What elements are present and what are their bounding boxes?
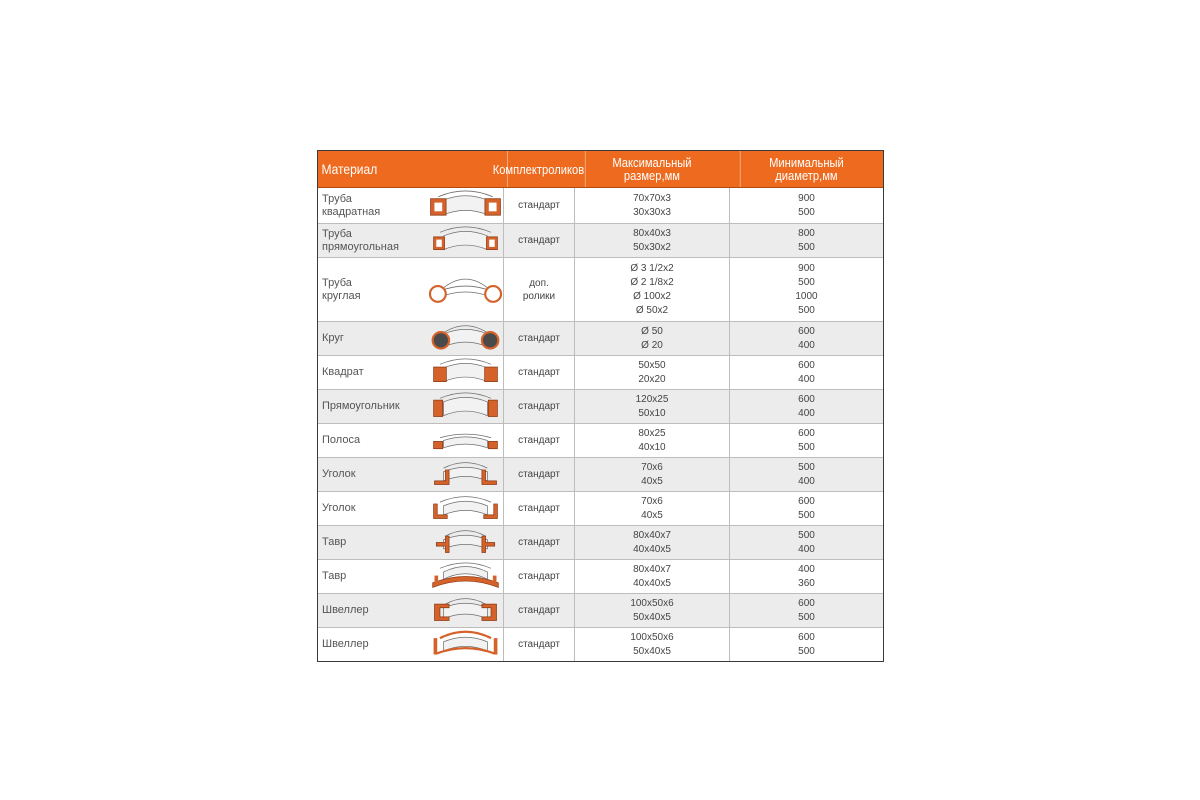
max-size <box>574 628 729 661</box>
profile-icon-cell <box>428 224 503 257</box>
material-name-line: Квадрат <box>322 366 364 378</box>
header-roller-set-line1: Комплект <box>492 161 542 177</box>
profile-icon-cell <box>428 258 503 321</box>
max-size-line: 40x40x5 <box>633 577 671 589</box>
min-diameter-line: 500 <box>798 441 815 453</box>
material-name <box>318 322 428 355</box>
max-size-line: 80x40x7 <box>633 529 671 541</box>
table-row <box>318 594 883 628</box>
min-diameter <box>729 526 883 559</box>
max-size-line: Ø 2 1/8x2 <box>630 276 674 288</box>
min-diameter-line: 500 <box>798 529 815 541</box>
roller-set <box>503 356 574 389</box>
roller-set <box>503 526 574 559</box>
angle-in-profile-icon <box>428 493 503 524</box>
profile-icon-cell <box>428 492 503 525</box>
material-name-line: прямоугольная <box>322 240 399 253</box>
table-row <box>318 458 883 492</box>
min-diameter-line: 500 <box>798 304 815 316</box>
roller-set-line: стандарт <box>518 571 560 582</box>
material-name-line: Швеллер <box>322 638 369 650</box>
profile-icon-cell <box>428 560 503 593</box>
material-name-line: круглая <box>322 289 361 302</box>
max-size <box>574 424 729 457</box>
profile-icon-cell <box>428 424 503 457</box>
min-diameter-line: 600 <box>798 393 815 405</box>
roller-set <box>503 628 574 661</box>
roller-set-line: стандарт <box>518 435 560 446</box>
channel-out-profile-icon <box>428 595 503 626</box>
roller-set <box>503 492 574 525</box>
min-diameter-line: 400 <box>798 407 815 419</box>
header-material <box>318 151 476 187</box>
max-size-line: Ø 100x2 <box>633 290 671 302</box>
max-size-line: 80x40x3 <box>633 227 671 239</box>
header-min-diameter <box>740 151 872 187</box>
material-name-line: Уголок <box>322 502 356 514</box>
profile-icon-cell <box>428 390 503 423</box>
roller-set <box>503 188 574 223</box>
min-diameter-line: 500 <box>798 461 815 473</box>
table-body <box>318 188 883 661</box>
profile-icon-cell <box>428 188 503 223</box>
material-name-line: Тавр <box>322 536 347 548</box>
max-size-line: 40x10 <box>638 441 666 453</box>
material-name <box>318 594 428 627</box>
min-diameter-line: 500 <box>798 276 815 288</box>
min-diameter-line: 400 <box>798 339 815 351</box>
square-tube-profile-icon <box>428 189 503 222</box>
table-row <box>318 356 883 390</box>
min-diameter <box>729 492 883 525</box>
max-size-line: Ø 20 <box>641 339 663 351</box>
header-max-size-line1: Максимальный размер, <box>612 155 692 183</box>
min-diameter-line: 500 <box>798 206 815 218</box>
max-size-line: 70x70x3 <box>633 192 671 204</box>
max-size-line: Ø 50x2 <box>635 304 669 316</box>
max-size <box>574 322 729 355</box>
material-name <box>318 188 428 223</box>
rectangular-tube-profile-icon <box>428 225 503 256</box>
round-bar-profile-icon <box>428 323 503 354</box>
min-diameter-line: 600 <box>798 597 815 609</box>
min-diameter-line: 400 <box>798 543 815 555</box>
min-diameter <box>729 458 883 491</box>
round-tube-profile-icon <box>428 273 503 307</box>
max-size <box>574 188 729 223</box>
min-diameter-line: 500 <box>798 241 815 253</box>
max-size-line: 50x30x2 <box>633 241 671 253</box>
max-size <box>574 560 729 593</box>
profile-icon-cell <box>428 594 503 627</box>
material-name <box>318 628 428 661</box>
table-row <box>318 322 883 356</box>
profile-icon-cell <box>428 322 503 355</box>
roller-set <box>503 424 574 457</box>
min-diameter-line: 900 <box>798 192 815 204</box>
roller-set-line: стандарт <box>518 235 560 246</box>
max-size-line: 80x40x7 <box>633 563 671 575</box>
table-row <box>318 492 883 526</box>
table-row <box>318 390 883 424</box>
max-size-line: 120x25 <box>635 393 669 405</box>
min-diameter <box>729 560 883 593</box>
min-diameter-line: 400 <box>798 373 815 385</box>
profile-icon-cell <box>428 458 503 491</box>
table-row <box>318 188 883 224</box>
material-name-line: Труба <box>322 192 352 205</box>
min-diameter <box>729 628 883 661</box>
tee-out-profile-icon <box>428 527 503 558</box>
max-size-line: 50x50 <box>638 359 666 371</box>
min-diameter-line: 400 <box>798 475 815 487</box>
max-size-line: 50x40x5 <box>633 645 671 657</box>
min-diameter-line: 600 <box>798 495 815 507</box>
roller-set <box>503 224 574 257</box>
table-row <box>318 424 883 458</box>
max-size-line: 40x5 <box>641 509 663 521</box>
min-diameter-line: 500 <box>798 645 815 657</box>
min-diameter-line: 400 <box>798 563 815 575</box>
min-diameter <box>729 594 883 627</box>
roller-set-line: стандарт <box>518 367 560 378</box>
max-size-line: 40x40x5 <box>633 543 671 555</box>
min-diameter-line: 600 <box>798 631 815 643</box>
material-name-line: Уголок <box>322 468 356 480</box>
material-name-line: Прямоугольник <box>322 400 400 412</box>
min-diameter <box>729 188 883 223</box>
min-diameter <box>729 322 883 355</box>
table-row <box>318 526 883 560</box>
roller-set <box>503 594 574 627</box>
max-size <box>574 492 729 525</box>
max-size <box>574 458 729 491</box>
roller-set <box>503 560 574 593</box>
material-name <box>318 224 428 257</box>
material-name <box>318 390 428 423</box>
profile-icon-cell <box>428 356 503 389</box>
min-diameter-line: 500 <box>798 509 815 521</box>
max-size-line: 40x5 <box>641 475 663 487</box>
header-max-size-line2: мм <box>664 168 680 183</box>
min-diameter-line: 1000 <box>795 290 818 302</box>
table-row <box>318 560 883 594</box>
min-diameter <box>729 390 883 423</box>
material-name <box>318 560 428 593</box>
roller-set-line: стандарт <box>518 469 560 480</box>
header-min-diameter-line1: Минимальный диаметр, <box>769 155 844 183</box>
max-size <box>574 224 729 257</box>
material-name-line: Тавр <box>322 570 347 582</box>
max-size-line: 20x20 <box>638 373 666 385</box>
max-size <box>574 594 729 627</box>
profile-icon-cell <box>428 526 503 559</box>
roller-set-line: ролики <box>522 290 556 302</box>
header-roller-set-line2: роликов <box>541 161 585 177</box>
material-name-line: Круг <box>322 332 344 344</box>
rectangle-bar-profile-icon <box>428 391 503 422</box>
square-bar-profile-icon <box>428 357 503 388</box>
material-name <box>318 356 428 389</box>
tee-in-profile-icon <box>428 561 503 592</box>
table-row <box>318 224 883 258</box>
header-material-label: Материал <box>321 160 378 177</box>
max-size-line: Ø 50 <box>641 325 663 337</box>
min-diameter <box>729 258 883 321</box>
min-diameter <box>729 356 883 389</box>
max-size <box>574 258 729 321</box>
roller-set-line: стандарт <box>518 333 560 344</box>
max-size-line: 100x50x6 <box>630 631 674 643</box>
header-max-size <box>585 151 718 187</box>
material-name-line: Швеллер <box>322 604 369 616</box>
max-size-line: 30x30x3 <box>633 206 671 218</box>
roller-set <box>503 322 574 355</box>
material-name-line: Труба <box>322 227 352 240</box>
max-size <box>574 390 729 423</box>
min-diameter-line: 500 <box>798 611 815 623</box>
bending-capacity-table <box>317 150 884 662</box>
table-row <box>318 628 883 661</box>
roller-set-line: стандарт <box>518 503 560 514</box>
roller-set-line: стандарт <box>518 639 560 650</box>
profile-icon-cell <box>428 628 503 661</box>
min-diameter-line: 900 <box>798 262 815 274</box>
max-size-line: 50x40x5 <box>633 611 671 623</box>
max-size-line: 70x6 <box>641 461 663 473</box>
material-name-line: Полоса <box>322 434 361 446</box>
roller-set-line: стандарт <box>518 537 560 548</box>
roller-set-line: стандарт <box>518 200 560 211</box>
header-roller-set <box>492 151 585 187</box>
table-header <box>318 151 883 188</box>
roller-set <box>503 458 574 491</box>
min-diameter <box>729 424 883 457</box>
material-name <box>318 526 428 559</box>
roller-set <box>503 390 574 423</box>
angle-out-profile-icon <box>428 459 503 490</box>
roller-set <box>503 258 574 321</box>
max-size-line: Ø 3 1/2x2 <box>630 262 674 274</box>
material-name-line: квадратная <box>322 205 381 218</box>
min-diameter-line: 800 <box>798 227 815 239</box>
max-size-line: 80x25 <box>638 427 666 439</box>
min-diameter <box>729 224 883 257</box>
max-size <box>574 356 729 389</box>
roller-set-line: стандарт <box>518 605 560 616</box>
material-name <box>318 258 428 321</box>
roller-set-line: стандарт <box>518 401 560 412</box>
channel-in-profile-icon <box>428 629 503 660</box>
flat-strip-profile-icon <box>428 425 503 456</box>
min-diameter-line: 600 <box>798 325 815 337</box>
min-diameter-line: 600 <box>798 427 815 439</box>
min-diameter-line: 600 <box>798 359 815 371</box>
max-size-line: 100x50x6 <box>630 597 674 609</box>
material-name <box>318 458 428 491</box>
header-min-diameter-line2: мм <box>822 168 838 183</box>
material-name <box>318 424 428 457</box>
max-size-line: 70x6 <box>641 495 663 507</box>
table-row <box>318 258 883 322</box>
max-size <box>574 526 729 559</box>
min-diameter-line: 360 <box>798 577 815 589</box>
max-size-line: 50x10 <box>638 407 666 419</box>
material-name-line: Труба <box>322 276 352 289</box>
material-name <box>318 492 428 525</box>
roller-set-line: доп. <box>529 277 549 289</box>
